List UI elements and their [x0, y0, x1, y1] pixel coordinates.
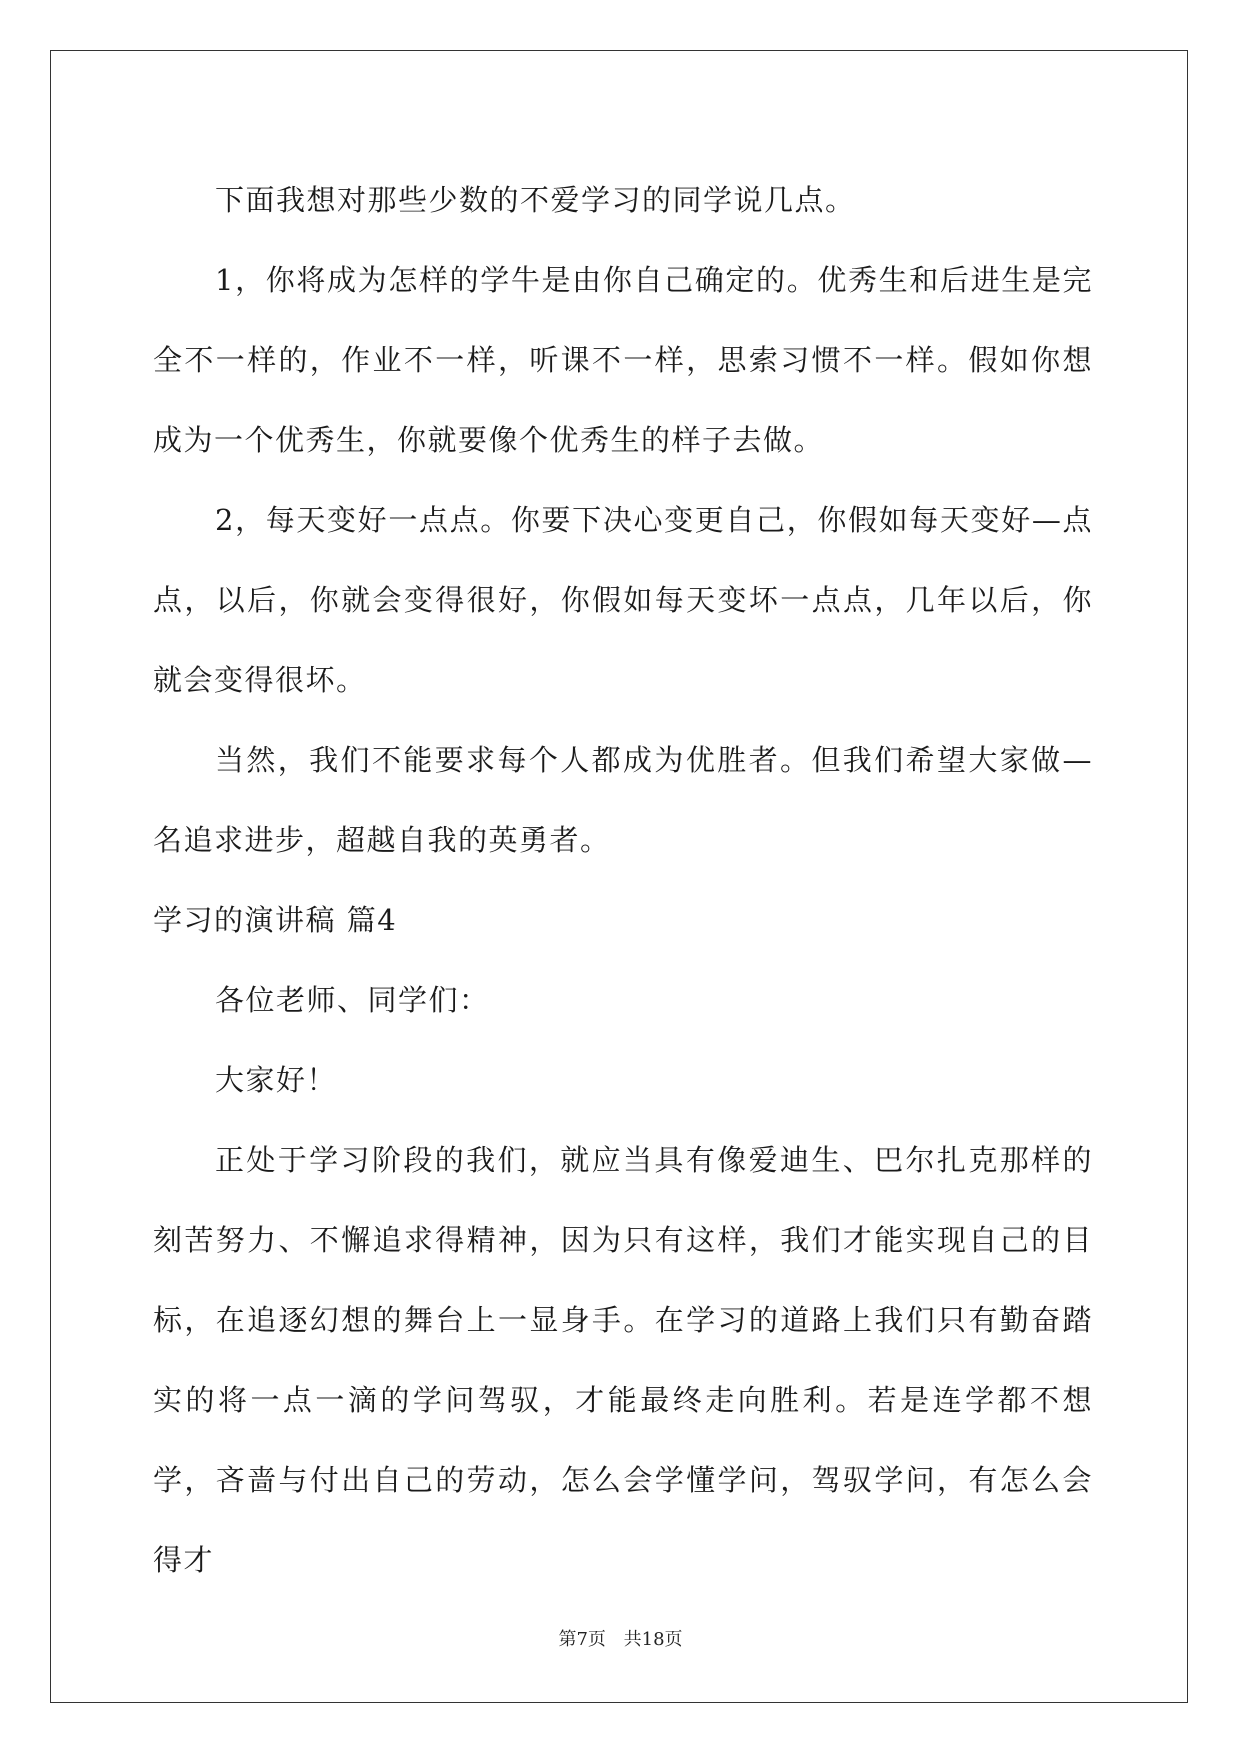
paragraph: 1，你将成为怎样的学牛是由你自己确定的。优秀生和后进生是完全不一样的，作业不一样，听课不一样，思索习惯不一样。假如你想成为一个优秀生，你就要像个优秀生的样子去做。	[153, 263, 1093, 457]
greeting: 大家好！	[215, 1063, 338, 1097]
salutation: 各位老师、同学们：	[215, 983, 490, 1017]
paragraph: 正处于学习阶段的我们，就应当具有像爱迪生、巴尔扎克那样的刻苦努力、不懈追求得精神，因为只有这样，我们才能实现自己的目标，在追逐幻想的舞台上一显身手。在学习的道路上我们只有勤奋踏实的将一点一滴的学问驾驭，才能最终走向胜利。若是连学都不想学，吝啬与付出自己的劳动，怎么会学懂学问，驾驭学问，有怎么会得才	[153, 1143, 1093, 1577]
paragraph: 2，每天变好一点点。你要下决心变更自己，你假如每天变好—点点，以后，你就会变得很好，你假如每天变坏一点点，几年以后，你就会变得很坏。	[153, 503, 1093, 697]
page-number: 第7页	[558, 1629, 606, 1650]
paragraph: 当然，我们不能要求每个人都成为优胜者。但我们希望大家做—名追求进步，超越自我的英勇者。	[153, 743, 1093, 857]
page-total: 共18页	[623, 1629, 683, 1650]
page-footer	[0, 1625, 1241, 1651]
document-body	[153, 160, 1093, 1600]
paragraph: 下面我想对那些少数的不爱学习的同学说几点。	[215, 183, 856, 217]
section-heading: 学习的演讲稿 篇4	[153, 903, 398, 937]
